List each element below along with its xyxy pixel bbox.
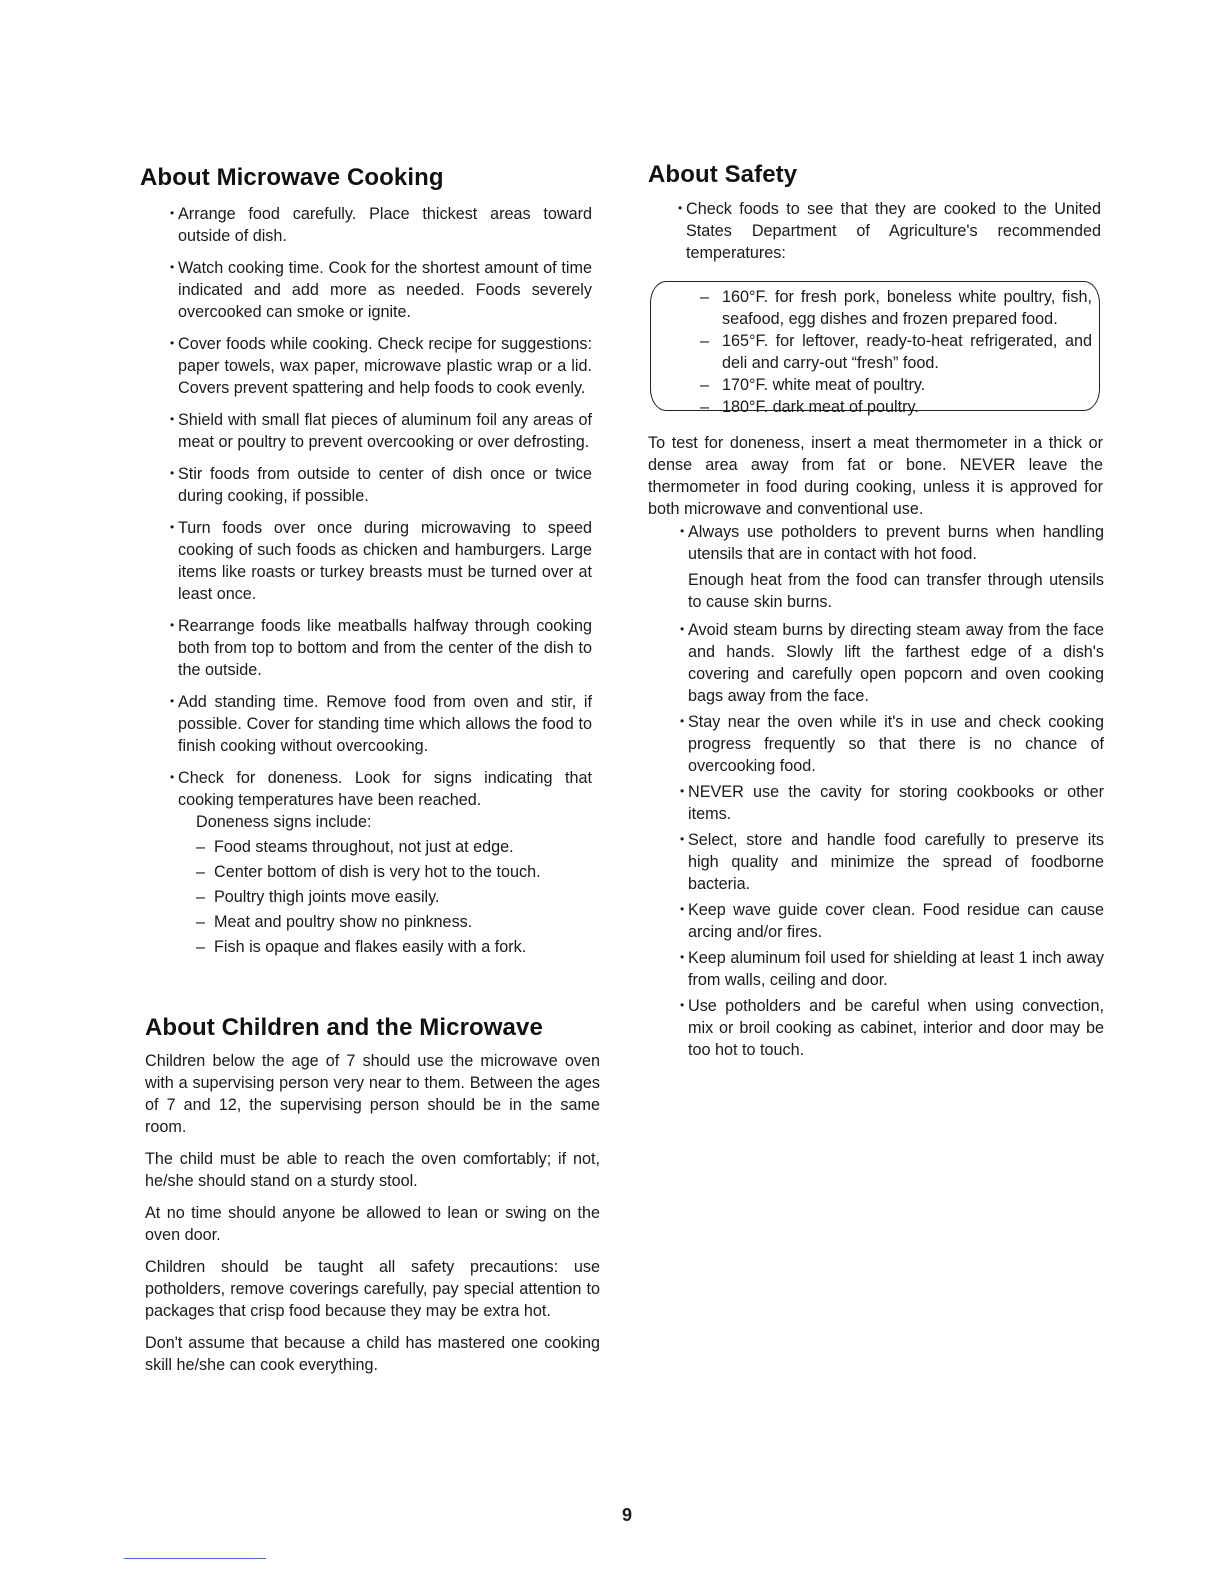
bullet-icon: • (170, 260, 175, 274)
doneness-sign: – Center bottom of dish is very hot to the touch. (196, 863, 541, 881)
bullet-icon: • (170, 466, 175, 480)
dash-icon: – (196, 838, 206, 856)
children-heading: About Children and the Microwave (145, 1014, 543, 1041)
bullet-icon: • (680, 832, 685, 846)
doneness-sign: – Food steams throughout, not just at edge. (196, 838, 514, 856)
list-item: • Keep wave guide cover clean. Food residue can cause arcing and/or fires. (688, 899, 1104, 943)
list-item: • Select, store and handle food carefully to preserve its high quality and minimize the spread of foodborne bacteria. (688, 829, 1104, 895)
list-item: • Always use potholders to prevent burns when handling utensils that are in contact with hot food. (688, 521, 1104, 565)
microwave-cooking-list (170, 203, 592, 958)
bullet-icon: • (170, 206, 175, 220)
safety-list (680, 521, 1104, 1061)
doneness-item: • Check for doneness. Look for signs indicating that cooking temperatures have been reached. Doneness signs include: – Food steams throughout, not just at edge. – Center bottom of dish is very hot to the touch. – Poultry thigh joints move easily. – Meat and poultry show no pinkness. – Fish is opaque and flakes easily with a fork. (178, 767, 592, 958)
list-item: • Turn foods over once during microwaving to speed cooking of such foods as chicken and hamburgers. Large items like roasts or turkey breasts must be turned over at least once. (178, 517, 592, 605)
potholder-note: Enough heat from the food can transfer through utensils to cause skin burns. (688, 571, 1104, 611)
bullet-icon: • (680, 524, 685, 538)
bullet-icon: • (170, 412, 175, 426)
children-paragraph: The child must be able to reach the oven comfortably; if not, he/she should stand on a sturdy stool. (145, 1150, 600, 1190)
temperature-item: – 180°F. dark meat of poultry. (700, 398, 919, 416)
bullet-icon: • (170, 770, 175, 784)
doneness-signs-list (178, 836, 592, 958)
list-item: • Cover foods while cooking. Check recipe for suggestions: paper towels, wax paper, microwave plastic wrap or a lid. Covers prevent spattering and help foods to cook evenly. (178, 333, 592, 399)
bullet-icon: • (678, 201, 683, 215)
temperature-item: – 165°F. for leftover, ready-to-heat refrigerated, and deli and carry-out “fresh” food. (700, 332, 1092, 372)
safety-heading: About Safety (648, 161, 798, 188)
list-item: • Watch cooking time. Cook for the shortest amount of time indicated and add more as needed. Foods severely overcooked can smoke or ignite. (178, 257, 592, 323)
list-item: • Rearrange foods like meatballs halfway through cooking both from top to bottom and from the center of the dish to the outside. (178, 615, 592, 681)
microwave-cooking-heading: About Microwave Cooking (140, 164, 444, 191)
temperature-item: – 160°F. for fresh pork, boneless white poultry, fish, seafood, egg dishes and frozen prepared food. (700, 288, 1092, 328)
list-item: • Avoid steam burns by directing steam away from the face and hands. Slowly lift the farthest edge of a dish's covering and carefully open popcorn and oven cooking bags away from the face. (688, 619, 1104, 707)
dash-icon: – (196, 863, 206, 881)
dash-icon: – (196, 888, 206, 906)
doneness-sign: – Poultry thigh joints move easily. (196, 888, 440, 906)
doneness-sign: – Meat and poultry show no pinkness. (196, 913, 473, 931)
bullet-icon: • (170, 336, 175, 350)
thermometer-paragraph: To test for doneness, insert a meat thermometer in a thick or dense area away from fat or bone. NEVER leave the thermometer in food during cooking, unless it is approved for both microwave and conventional use. (648, 434, 1103, 518)
list-item: • Shield with small flat pieces of aluminum foil any areas of meat or poultry to prevent overcooking or over defrosting. (178, 409, 592, 453)
temperature-list (700, 286, 1092, 418)
footer-rule (124, 1558, 266, 1559)
bullet-icon: • (170, 618, 175, 632)
list-item: • Stir foods from outside to center of dish once or twice during cooking, if possible. (178, 463, 592, 507)
dash-icon: – (196, 938, 206, 956)
bullet-icon: • (170, 694, 175, 708)
children-paragraph: Children below the age of 7 should use the microwave oven with a supervising person very near to them. Between the ages of 7 and 12, the supervising person should be in the same room. (145, 1052, 600, 1136)
list-item: • Use potholders and be careful when using convection, mix or broil cooking as cabinet, interior and door may be too hot to touch. (688, 995, 1104, 1061)
list-item: • Check foods to see that they are cooked to the United States Department of Agriculture's recommended temperatures: (686, 198, 1101, 264)
bullet-icon: • (680, 950, 685, 964)
children-paragraph: Children should be taught all safety precautions: use potholders, remove coverings carefully, pay special attention to packages that crisp food because they may be extra hot. (145, 1258, 600, 1320)
dash-icon: – (196, 913, 206, 931)
bullet-icon: • (680, 714, 685, 728)
children-section (145, 1050, 600, 1376)
dash-icon: – (700, 376, 710, 394)
page-number: 9 (621, 1505, 632, 1525)
bullet-icon: • (680, 998, 685, 1012)
bullet-icon: • (680, 622, 685, 636)
children-paragraph: Don't assume that because a child has mastered one cooking skill he/she can cook everything. (145, 1334, 600, 1374)
bullet-icon: • (680, 784, 685, 798)
bullet-icon: • (680, 902, 685, 916)
list-item: • NEVER use the cavity for storing cookbooks or other items. (688, 781, 1104, 825)
dash-icon: – (700, 332, 710, 350)
list-item: • Arrange food carefully. Place thickest areas toward outside of dish. (178, 203, 592, 247)
doneness-sign: – Fish is opaque and flakes easily with a fork. (196, 938, 527, 956)
doneness-intro: Doneness signs include: (196, 813, 372, 831)
dash-icon: – (700, 288, 710, 306)
list-item: • Keep aluminum foil used for shielding at least 1 inch away from walls, ceiling and door. (688, 947, 1104, 991)
list-item: • Stay near the oven while it's in use and check cooking progress frequently so that there is no chance of overcooking food. (688, 711, 1104, 777)
temperature-item: – 170°F. white meat of poultry. (700, 376, 926, 394)
dash-icon: – (700, 398, 710, 416)
list-item: • Add standing time. Remove food from oven and stir, if possible. Cover for standing time which allows the food to finish cooking without overcooking. (178, 691, 592, 757)
safety-intro-list (678, 198, 1101, 264)
children-paragraph: At no time should anyone be allowed to lean or swing on the oven door. (145, 1204, 600, 1244)
bullet-icon: • (170, 520, 175, 534)
